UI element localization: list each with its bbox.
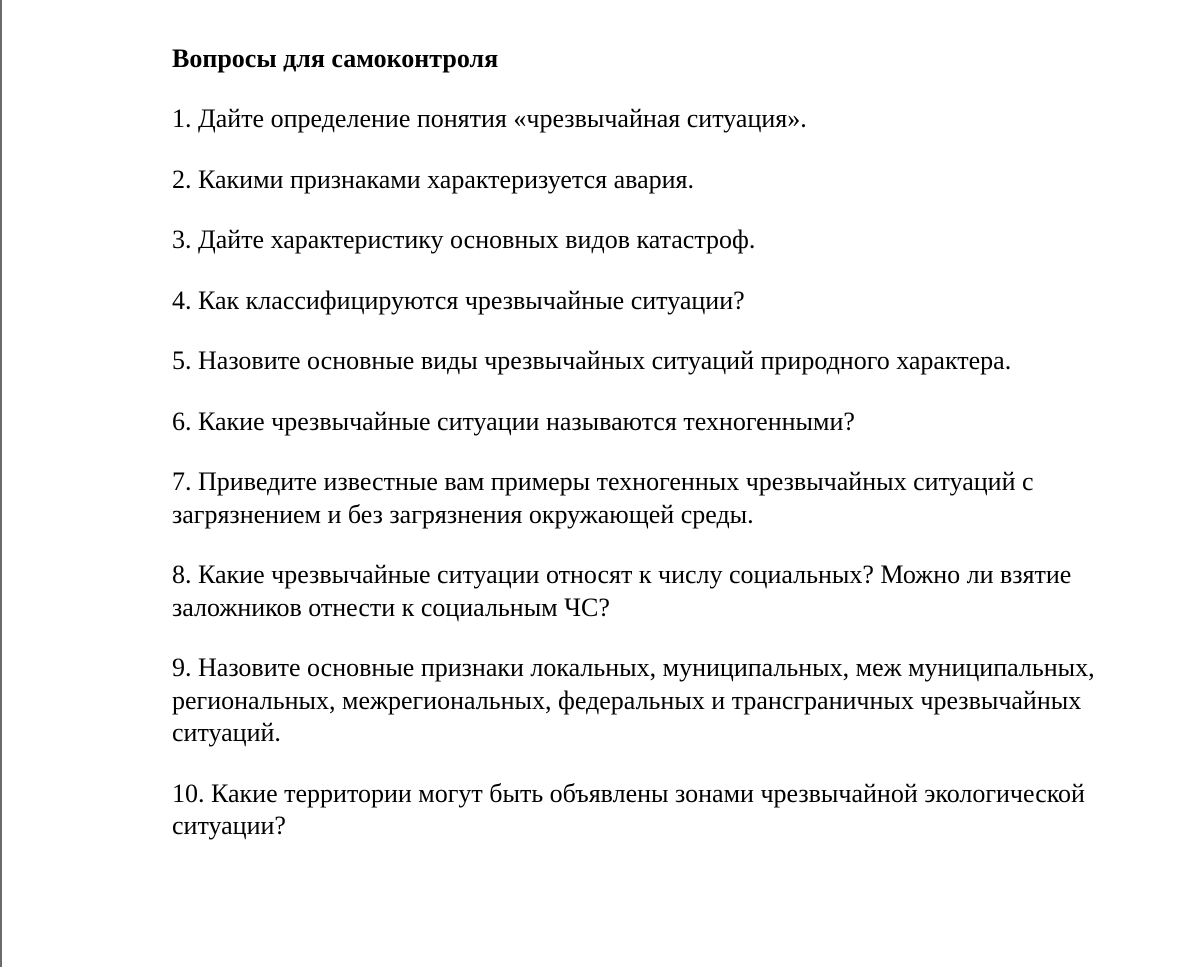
question-item: 6. Какие чрезвычайные ситуации называются техногенными?	[172, 406, 855, 436]
question-item: 1. Дайте определение понятия «чрезвычайная ситуация».	[172, 104, 807, 133]
question-item: 2. Какими признаками характеризуется авария.	[172, 164, 694, 194]
question-item: 9. Назовите основные признаки локальных, муниципальных, меж муниципальных, региональных, межрегиональных, федеральных и трансграничных чрезвычайных ситуаций.	[172, 653, 1095, 747]
question-item: 5. Назовите основные виды чрезвычайных ситуаций природного характера.	[172, 346, 1012, 375]
document-content	[172, 43, 1132, 871]
document-title: Вопросы для самоконтроля	[172, 44, 499, 73]
question-item: 8. Какие чрезвычайные ситуации относят к числу социальных? Можно ли взятие заложников отнести к социальным ЧС?	[172, 560, 1072, 622]
question-item: 10. Какие территории могут быть объявлены зонами чрезвычайной экологической ситуации?	[172, 778, 1085, 840]
question-item: 3. Дайте характеристику основных видов катастроф.	[172, 225, 756, 254]
question-item: 7. Приведите известные вам примеры техногенных чрезвычайных ситуаций с загрязнением и без загрязнения окружающей среды.	[172, 467, 1034, 529]
question-item: 4. Как классифицируются чрезвычайные ситуации?	[172, 285, 745, 315]
